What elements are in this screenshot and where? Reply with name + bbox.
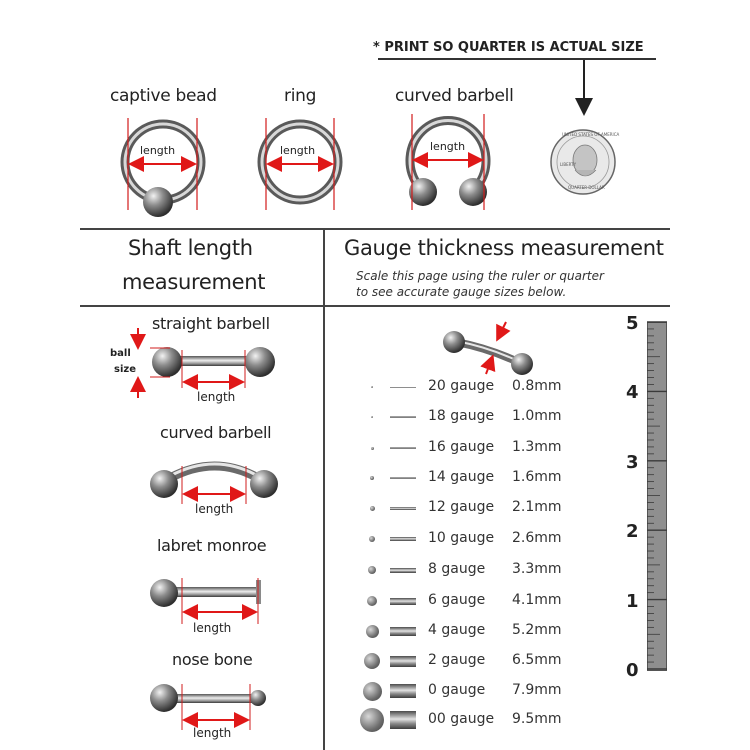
gauge-mm: 0.8mm	[512, 378, 562, 394]
shaft-header-line1: Shaft length	[128, 236, 253, 260]
ruler-label: 3	[626, 451, 639, 473]
labret-monroe-length-label: length	[193, 621, 232, 635]
gauge-bar	[390, 537, 416, 541]
gauge-row	[362, 709, 582, 733]
gauge-name: 18 gauge	[428, 408, 495, 424]
straight-barbell-drawing	[138, 328, 275, 398]
straight-barbell-length-label: length	[197, 390, 236, 404]
gauge-mm: 2.1mm	[512, 499, 562, 515]
ruler-label: 1	[626, 590, 639, 612]
ruler-label: 5	[626, 313, 639, 334]
print-note: * PRINT SO QUARTER IS ACTUAL SIZE	[373, 40, 644, 55]
labret-monroe-drawing	[150, 578, 261, 624]
coin-liberty-text: LIBERTY	[560, 162, 577, 167]
gauge-ball	[371, 416, 374, 419]
top-jewelry-drawings	[0, 0, 750, 230]
divider-top	[80, 228, 670, 230]
curved-barbell-label: curved barbell	[160, 423, 272, 442]
coin-top-text: UNITED STATES OF AMERICA	[562, 132, 620, 137]
gauge-name: 10 gauge	[428, 530, 495, 546]
horseshoe-length-label: length	[430, 140, 466, 153]
gauge-mm: 7.9mm	[512, 682, 562, 698]
gauge-ball	[371, 447, 374, 450]
gauge-mm: 1.6mm	[512, 469, 562, 485]
gauge-mm: 3.3mm	[512, 561, 562, 577]
gauge-name: 12 gauge	[428, 499, 495, 515]
gauge-row	[362, 406, 582, 430]
gauge-ball	[364, 653, 380, 669]
gauge-name: 20 gauge	[428, 378, 495, 394]
gauge-row	[362, 590, 582, 614]
gauge-ball	[360, 708, 384, 732]
gauge-mm: 9.5mm	[512, 711, 562, 727]
gauge-mm: 6.5mm	[512, 652, 562, 668]
ruler-ticks	[640, 318, 674, 674]
ball-size-label-1: ball	[110, 348, 131, 359]
gauge-bar	[390, 684, 416, 698]
gauge-ball	[371, 386, 373, 388]
gauge-bar	[390, 711, 416, 729]
gauge-ball	[368, 566, 376, 574]
gauge-ball	[366, 625, 379, 638]
gauge-mm: 1.0mm	[512, 408, 562, 424]
horseshoe-drawing	[409, 114, 487, 210]
labret-monroe-label: labret monroe	[157, 536, 267, 555]
gauge-row	[362, 650, 582, 674]
gauge-header-subtitle-1: Scale this page using the ruler or quarter	[356, 269, 604, 283]
coin-bottom-text: QUARTER DOLLAR	[568, 185, 605, 190]
gauge-ball	[367, 596, 377, 606]
gauge-ball	[370, 476, 374, 480]
captive-bead-drawing	[125, 118, 201, 217]
gauge-name: 2 gauge	[428, 652, 486, 668]
gauge-header-subtitle-2: to see accurate gauge sizes below.	[356, 285, 567, 299]
nose-bone-drawing	[150, 684, 266, 730]
gauge-name: 0 gauge	[428, 682, 486, 698]
straight-barbell-label: straight barbell	[152, 314, 270, 333]
gauge-bar	[390, 447, 416, 449]
ball-size-label-2: size	[114, 364, 136, 375]
ring-drawing	[262, 118, 338, 210]
nose-bone-length-label: length	[193, 726, 232, 740]
gauge-bar	[390, 507, 416, 510]
gauge-row	[362, 497, 582, 521]
captive-bead-label: captive bead	[110, 86, 217, 106]
gauge-row	[362, 620, 582, 644]
gauge-mm: 4.1mm	[512, 592, 562, 608]
nose-bone-label: nose bone	[172, 650, 253, 669]
gauge-name: 6 gauge	[428, 592, 486, 608]
gauge-name: 4 gauge	[428, 622, 486, 638]
gauge-row	[362, 528, 582, 552]
divider-vertical	[323, 228, 325, 750]
gauge-row	[362, 467, 582, 491]
gauge-row	[362, 680, 582, 704]
gauge-bar	[390, 416, 416, 417]
gauge-name: 8 gauge	[428, 561, 486, 577]
gauge-bar	[390, 568, 416, 573]
gauge-mm: 5.2mm	[512, 622, 562, 638]
gauge-row	[362, 559, 582, 583]
gauge-header-title: Gauge thickness measurement	[344, 236, 664, 260]
gauge-bar	[390, 627, 416, 636]
gauge-ball	[369, 536, 375, 542]
gauge-example-barbell	[436, 312, 536, 376]
gauge-name: 16 gauge	[428, 439, 495, 455]
gauge-row	[362, 376, 582, 400]
curved-barbell-top-label: curved barbell	[395, 86, 514, 106]
ruler-label: 0	[626, 660, 639, 681]
gauge-mm: 2.6mm	[512, 530, 562, 546]
gauge-bar	[390, 656, 416, 667]
gauge-ball	[363, 682, 382, 701]
gauge-mm: 1.3mm	[512, 439, 562, 455]
ring-label: ring	[284, 86, 317, 106]
gauge-bar	[390, 598, 416, 605]
ruler-label: 4	[626, 382, 639, 404]
gauge-bar	[390, 387, 416, 388]
gauge-name: 00 gauge	[428, 711, 495, 727]
curved-barbell-length-label: length	[195, 502, 234, 516]
shaft-header-line2: measurement	[122, 270, 266, 294]
ring-length-label: length	[280, 144, 316, 157]
curved-barbell-drawing	[150, 464, 278, 504]
ruler-label: 2	[626, 521, 639, 543]
gauge-bar	[390, 477, 416, 479]
gauge-ball	[370, 506, 375, 511]
gauge-name: 14 gauge	[428, 469, 495, 485]
gauge-row	[362, 437, 582, 461]
captive-bead-length-label: length	[140, 144, 176, 157]
